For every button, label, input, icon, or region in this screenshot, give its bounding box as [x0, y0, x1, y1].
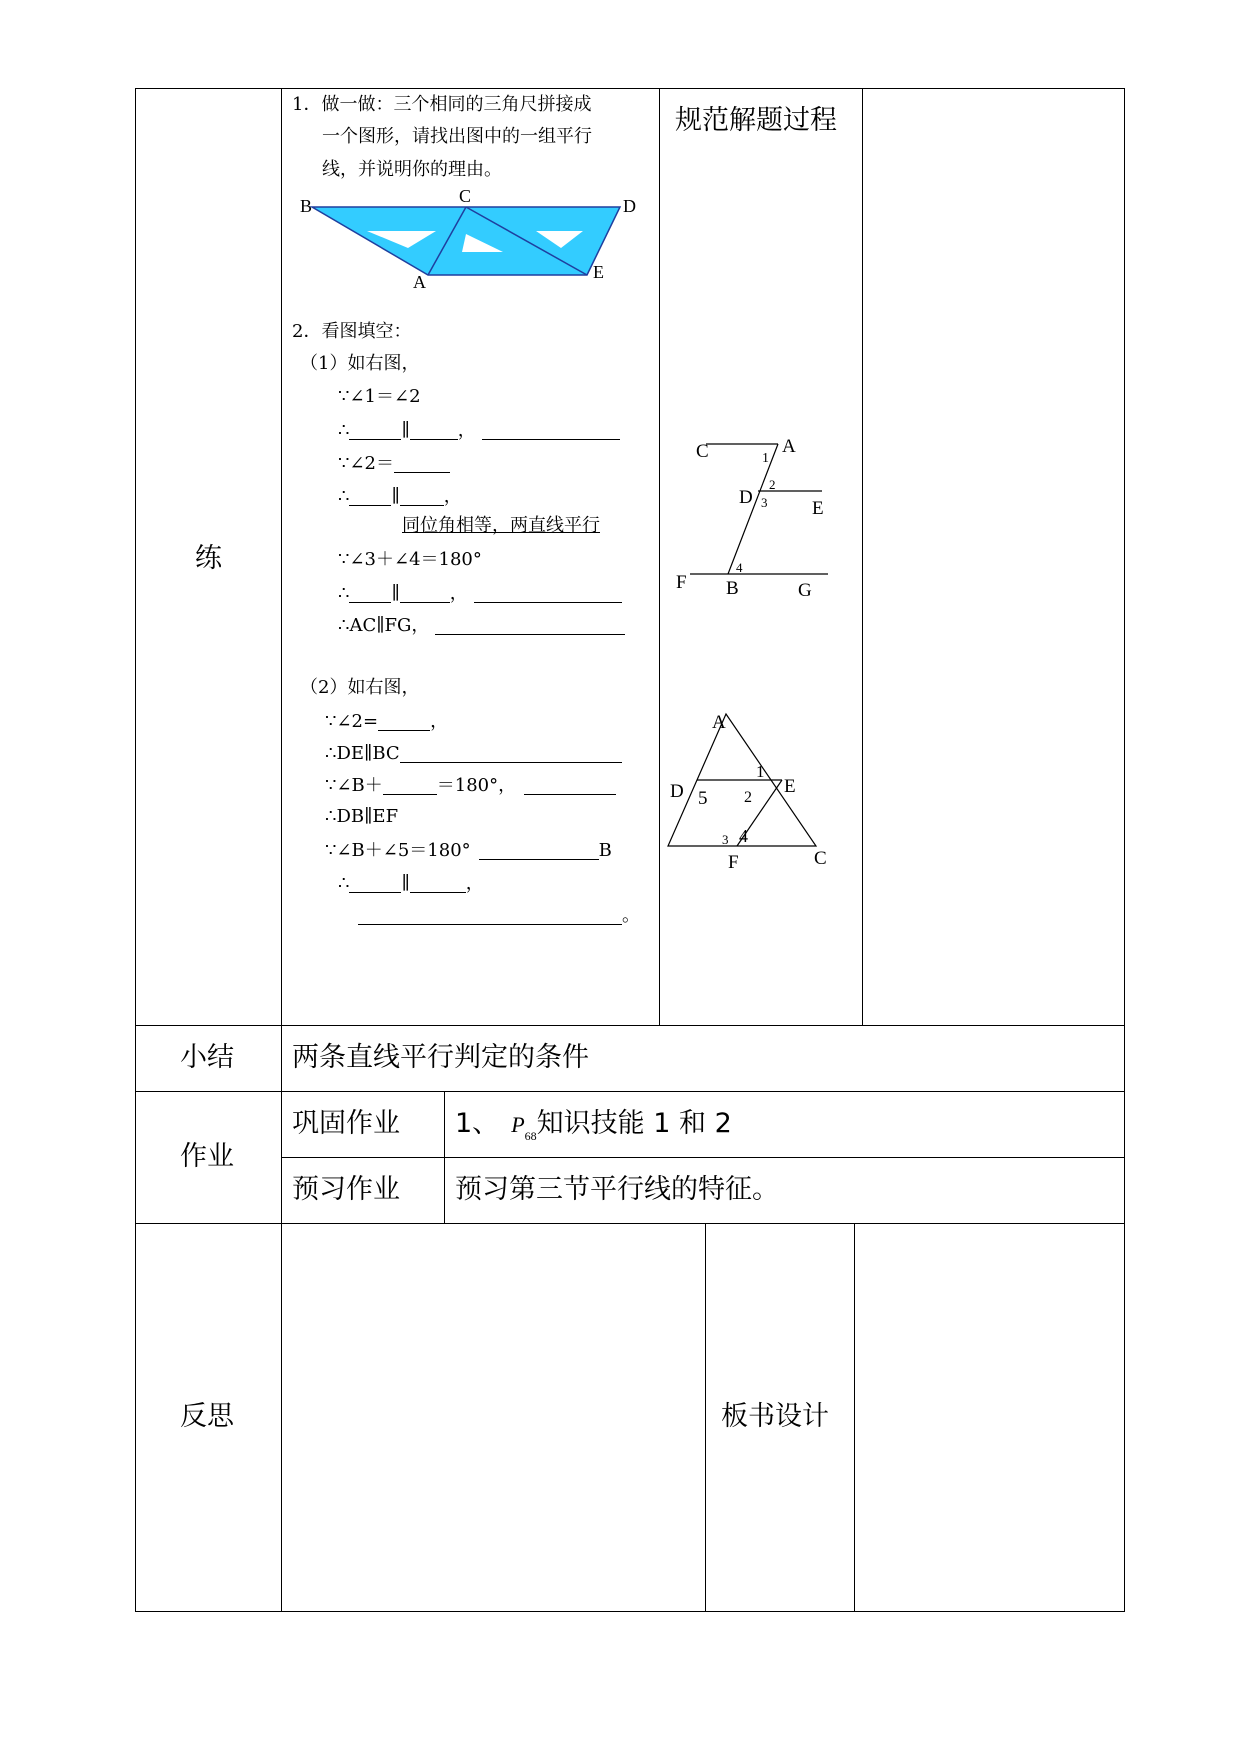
process-header: 规范解题过程 [675, 105, 837, 136]
part1-line3: ∵∠2＝ [338, 454, 450, 473]
board-design-label: 板书设计 [721, 1401, 829, 1432]
blank[interactable] [524, 776, 616, 795]
blank[interactable] [383, 776, 437, 795]
exercise1-line3: 线，并说明你的理由。 [322, 159, 502, 180]
fig1-label-2: 2 [769, 477, 776, 492]
blank[interactable] [435, 616, 625, 635]
fig2-label-1: 1 [756, 762, 765, 781]
rulers-label-d: D [623, 196, 636, 216]
part2-line7: 。 [358, 906, 640, 925]
part1-line2: ∴ ∥ ， [338, 421, 620, 440]
preview-label: 预习作业 [292, 1174, 400, 1205]
fig2-label-e: E [784, 776, 796, 797]
reflection-label: 反思 [180, 1401, 234, 1432]
line-ab [728, 444, 778, 574]
consolidate-content: 1、 $P_{68}$知识技能 1 和 2 [455, 1108, 732, 1143]
part2-line1: ∵∠2= ， [325, 711, 449, 732]
fig2-label-2: 2 [744, 789, 752, 806]
blank[interactable] [400, 584, 450, 603]
exercise1-line1: 1．做一做：三个相同的三角尺拼接成 [292, 94, 592, 115]
fig2-label-5: 5 [698, 788, 708, 809]
blank[interactable] [400, 744, 622, 763]
part2-line3: ∵∠B＋ ＝180°， [325, 776, 616, 795]
triangle-figure-2 [664, 706, 864, 878]
triangle-rulers-figure [290, 186, 636, 292]
blank[interactable] [410, 421, 458, 440]
part1-heading: （1）如右图， [300, 353, 420, 374]
part2-heading: （2）如右图， [300, 677, 420, 698]
fig1-label-c: C [696, 441, 709, 462]
part1-line6: ∵∠3＋∠4＝180° [338, 549, 482, 570]
blank[interactable] [410, 874, 466, 893]
fig1-label-3: 3 [761, 495, 768, 510]
fig2-label-a: A [712, 712, 726, 733]
blank[interactable] [349, 421, 401, 440]
summary-label: 小结 [180, 1042, 234, 1073]
blank[interactable] [400, 487, 444, 506]
rulers-label-b: B [300, 196, 313, 216]
blank[interactable] [394, 454, 450, 473]
fig1-label-d: D [739, 487, 753, 508]
consolidate-label: 巩固作业 [292, 1108, 400, 1139]
blank[interactable] [349, 584, 391, 603]
fig1-label-e: E [812, 498, 824, 519]
part2-line5: ∵∠B＋∠5＝180° B [325, 840, 612, 861]
fig1-label-f: F [676, 572, 687, 593]
part1-line5-reason: 同位角相等，两直线平行 [402, 515, 600, 536]
part1-line7: ∴ ∥ ， [338, 584, 622, 603]
part1-line4: ∴ ∥ ， [338, 486, 462, 507]
fig2-label-d: D [670, 781, 684, 802]
preview-content: 预习第三节平行线的特征。 [455, 1174, 779, 1205]
blank[interactable] [474, 584, 622, 603]
practice-row-label: 练 [195, 543, 222, 574]
blank[interactable] [378, 712, 430, 731]
fig2-label-f: F [728, 852, 739, 873]
blank[interactable] [482, 421, 620, 440]
fig1-label-g: G [798, 580, 812, 601]
blank[interactable] [358, 906, 622, 925]
part2-line2: ∴DE∥BC [325, 744, 622, 763]
blank[interactable] [349, 874, 401, 893]
exercise1-line2: 一个图形，请找出图中的一组平行 [322, 126, 592, 147]
part1-line1: ∵∠1＝∠2 [338, 386, 421, 407]
fig2-label-4: 4 [739, 826, 748, 846]
summary-content: 两条直线平行判定的条件 [292, 1042, 589, 1073]
rulers-label-a: A [413, 272, 426, 292]
fig2-label-3: 3 [722, 832, 729, 847]
fig2-label-c: C [814, 848, 827, 869]
fig1-label-1: 1 [762, 451, 769, 466]
part1-line8: ∴AC∥FG， [338, 616, 625, 635]
rulers-label-c: C [459, 186, 472, 206]
part2-line6: ∴ ∥ ， [338, 873, 484, 894]
angle-figure-1 [666, 428, 842, 608]
homework-label: 作业 [180, 1141, 234, 1172]
rulers-label-e: E [593, 262, 604, 282]
fig1-label-4: 4 [736, 560, 743, 575]
fig1-label-b: B [726, 578, 739, 599]
blank[interactable] [479, 841, 599, 860]
fig1-label-a: A [782, 436, 796, 457]
part2-line4: ∴DB∥EF [325, 806, 399, 827]
exercise2-title: 2．看图填空： [292, 321, 412, 342]
blank[interactable] [349, 487, 391, 506]
